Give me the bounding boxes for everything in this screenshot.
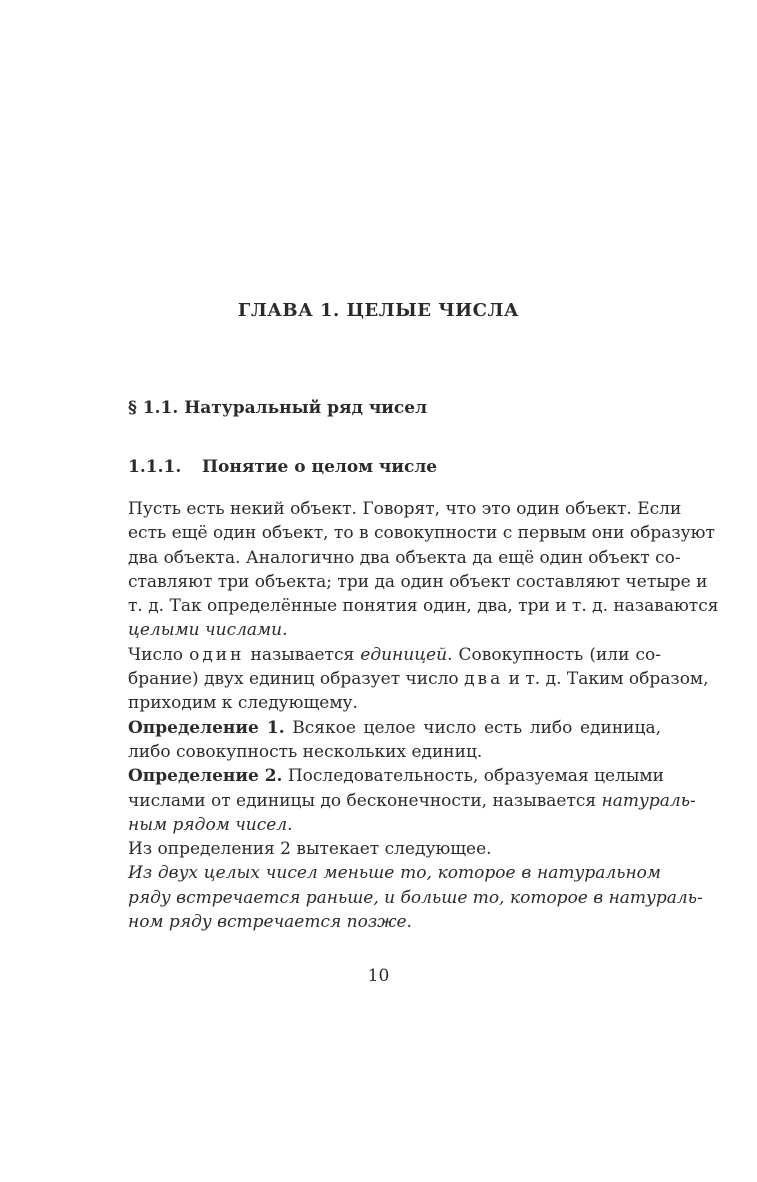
paragraph-1-line-1: Пусть есть некий объект. Говорят, что это один объект. Если: [128, 499, 682, 519]
definition-1-line-2: либо совокупность нескольких единиц.: [128, 741, 483, 762]
paragraph-1-line-2: есть ещё один объект, то в совокупности с первым они образуют: [128, 523, 715, 544]
paragraph-1-line-5: т. д. Так определённые понятия один, два, три и т. д. назаваются: [128, 596, 719, 617]
definition-1: [128, 716, 661, 765]
paragraph-3: [128, 837, 661, 861]
definition-1-line-1: [128, 716, 661, 740]
paragraph-3-line-1: Из определения 2 вытекает следующее.: [128, 839, 492, 860]
chapter-title: ГЛАВА 1. ЦЕЛЫЕ ЧИСЛА: [237, 300, 520, 321]
statement-line-1: Из двух целых чисел меньше то, которое в натуральном: [128, 863, 661, 884]
definition-2-line-1: [128, 764, 664, 788]
text-run: Число: [128, 644, 190, 665]
spaced-word-odin: один: [189, 644, 245, 665]
body-text: [128, 497, 719, 934]
paragraph-1-line-3: два объекта. Аналогично два объекта да ещё один объект со-: [128, 547, 681, 568]
paragraph-2-line-1: [128, 643, 661, 667]
definition-1-label: Определение 1.: [128, 717, 285, 738]
text-run: числами от единицы до бесконечности, называется: [128, 790, 602, 811]
paragraph-1-line-6: целыми числами.: [128, 620, 288, 641]
definition-2-label: Определение 2.: [128, 766, 283, 787]
page-number: 10: [367, 966, 390, 986]
italic-term: натураль-: [601, 790, 696, 811]
text-run: Совокупность (или со-: [452, 644, 661, 665]
subsection-number: 1.1.1.: [128, 457, 182, 477]
paragraph-2-line-2: [128, 667, 709, 691]
definition-2-line-2: [128, 789, 696, 813]
subsection-heading: [128, 457, 437, 477]
text-run: Всякое целое число есть либо единица,: [284, 717, 661, 738]
text-run: брание) двух единиц образует число: [128, 669, 465, 690]
paragraph-1-line-4: ставляют три объекта; три да один объект составляют четыре и: [128, 571, 708, 592]
definition-2: [128, 764, 696, 837]
text-run: называется: [244, 644, 361, 665]
definition-2-line-3: ным рядом чисел.: [128, 814, 293, 835]
text-run: и т. д. Таким образом,: [503, 669, 709, 690]
paragraph-2: [128, 643, 709, 716]
paragraph-1: [128, 497, 719, 643]
subsection-title: Понятие о целом числе: [202, 457, 438, 477]
text-run: Последовательность, образуемая целыми: [282, 766, 664, 787]
section-title: § 1.1. Натуральный ряд чисел: [128, 398, 428, 418]
statement: [128, 861, 703, 934]
paragraph-2-line-3: приходим к следующему.: [128, 693, 358, 714]
italic-term-edinitsa: единицей.: [360, 644, 453, 665]
spaced-word-dva: два: [464, 669, 504, 690]
statement-line-3: ном ряду встречается позже.: [128, 912, 412, 933]
statement-line-2: ряду встречается раньше, и больше то, которое в натураль-: [128, 887, 703, 908]
